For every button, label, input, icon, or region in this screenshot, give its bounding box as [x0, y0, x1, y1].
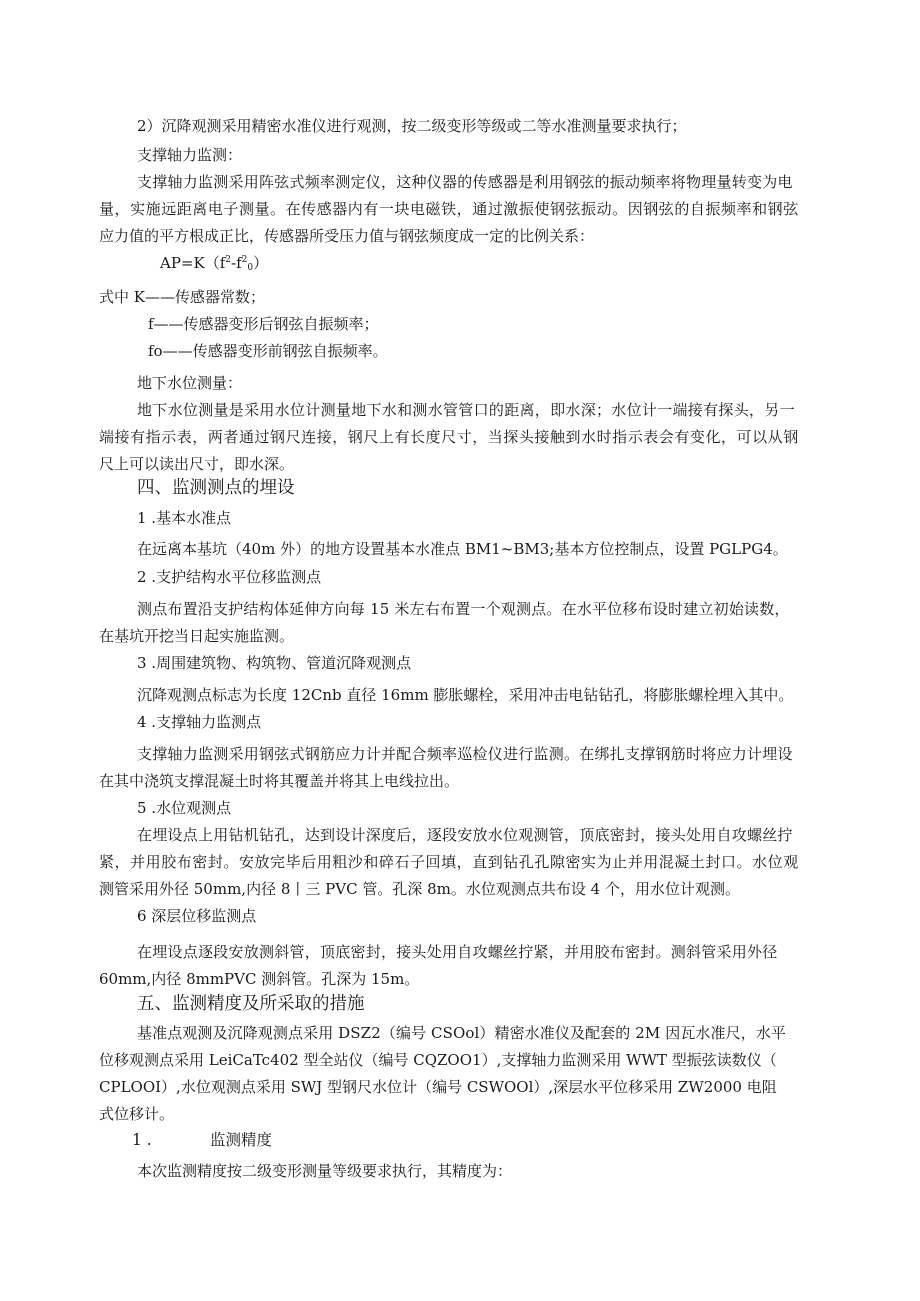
item-5-paragraph-line2: 紧，并用胶布密封。安放完毕后用粗沙和碎石子回填，直到钻孔孔隙密实为止并用混凝土封口。水位观 [99, 853, 799, 871]
section-5-paragraph-line1: 基准点观测及沉降观测点采用 DSZ2（编号 CSOol）精密水准仪及配套的 2M 因瓦水准尺，水平 [137, 1024, 787, 1042]
formula-where-f: f——传感器变形后钢弦自振频率； [148, 315, 379, 333]
section-4-heading: 四、监测测点的埋设 [137, 478, 295, 498]
axial-force-paragraph-line1: 支撑轴力监测采用阵弦式频率测定仪，这种仪器的传感器是利用钢弦的振动频率将物理量转变为电 [137, 173, 793, 191]
subsection-title: 监测精度 [210, 1131, 273, 1149]
section-5-heading: 五、监测精度及所采取的措施 [137, 994, 365, 1014]
item-2-paragraph-line1: 测点布置沿支护结构体延伸方向每 15 米左右布置一个观测点。在水平位移布设时建立初始读数， [137, 600, 790, 618]
item-1-paragraph: 在远离本基坑（40m 外）的地方设置基本水准点 BM1~BM3;基本方位控制点，设置 PGLPG4。 [137, 540, 788, 558]
axial-force-paragraph-line2: 量，实施远距离电子测量。在传感器内有一块电磁铁，通过激振使钢弦振动。因钢弦的自振频率和钢弦 [99, 200, 799, 218]
section-5-paragraph-line4: 式位移计。 [99, 1105, 175, 1123]
item-3-paragraph: 沉降观测点标志为长度 12Cnb 直径 16mm 膨胀螺栓，采用冲击电钻钻孔，将膨胀螺栓埋入其中。 [137, 686, 794, 704]
formula-where-k: 式中 K——传感器常数； [99, 288, 265, 306]
groundwater-paragraph-line3: 尺上可以读出尺寸，即水深。 [99, 455, 295, 473]
groundwater-paragraph-line2: 端接有指示表，两者通过钢尺连接，钢尺上有长度尺寸，当探头接触到水时指示表会有变化，可以从钢 [99, 428, 799, 446]
item-3-title: 3 .周围建筑物、构筑物、管道沉降观测点 [137, 654, 412, 672]
item-1-title: 1 .基本水准点 [137, 509, 232, 527]
item-4-paragraph-line1: 支撑轴力监测采用钢弦式钢筋应力计并配合频率巡检仪进行监测。在绑扎支撑钢筋时将应力计埋设 [137, 745, 793, 763]
item-2-paragraph-line2: 在基坑开挖当日起实施监测。 [99, 627, 295, 645]
item-2-title: 2 .支护结构水平位移监测点 [137, 568, 322, 586]
section-5-paragraph-line3: CPLOOI）,水位观测点采用 SWJ 型钢尺水位计（编号 CSWOOl）,深层水平位移采用 ZW2000 电阻 [99, 1078, 777, 1096]
stress-formula: $AP=K(f^2-f^2_0)$ [160, 254, 269, 273]
formula-where-fo: fo——传感器变形前钢弦自振频率。 [148, 342, 388, 360]
item-5-paragraph-line3: 测管采用外径 50mm,内径 8丨三 PVC 管。孔深 8m。水位观测点共布设 4 个，用水位计观测。 [99, 880, 740, 898]
item-6-paragraph-line2: 60mm,内径 8mmPVC 测斜管。孔深为 15m。 [99, 970, 420, 988]
groundwater-title: 地下水位测量： [137, 374, 243, 392]
item-5-title: 5 .水位观测点 [137, 799, 232, 817]
axial-force-paragraph-line3: 应力值的平方根成正比，传感器所受压力值与钢弦频度成一定的比例关系： [99, 227, 595, 245]
item-5-paragraph-line1: 在埋设点上用钻机钻孔，达到设计深度后，逐段安放水位观测管，顶底密封，接头处用自攻螺丝拧 [137, 826, 793, 844]
item-6-title: 6 深层位移监测点 [137, 907, 257, 925]
axial-force-title: 支撑轴力监测： [137, 146, 243, 164]
section-5-paragraph-line2: 位移观测点采用 LeiCaTc402 型全站仪（编号 CQZOO1）,支撑轴力监测采用 WWT 型振弦读数仪（ [99, 1051, 777, 1069]
subsection-number: 1 . [132, 1131, 152, 1149]
item-6-paragraph-line1: 在埋设点逐段安放测斜管，顶底密封，接头处用自攻螺丝拧紧，并用胶布密封。测斜管采用外径 [137, 943, 778, 961]
groundwater-paragraph-line1: 地下水位测量是采用水位计测量地下水和测水管管口的距离，即水深；水位计一端接有探头，另一 [137, 401, 795, 419]
settlement-method-line: 2）沉降观测采用精密水准仪进行观测，按二级变形等级或二等水准测量要求执行； [137, 117, 687, 135]
precision-intro: 本次监测精度按二级变形测量等级要求执行，其精度为： [137, 1162, 513, 1180]
item-4-title: 4 .支撑轴力监测点 [137, 713, 262, 731]
item-4-paragraph-line2: 在其中浇筑支撑混凝土时将其覆盖并将其上电线拉出。 [99, 772, 460, 790]
